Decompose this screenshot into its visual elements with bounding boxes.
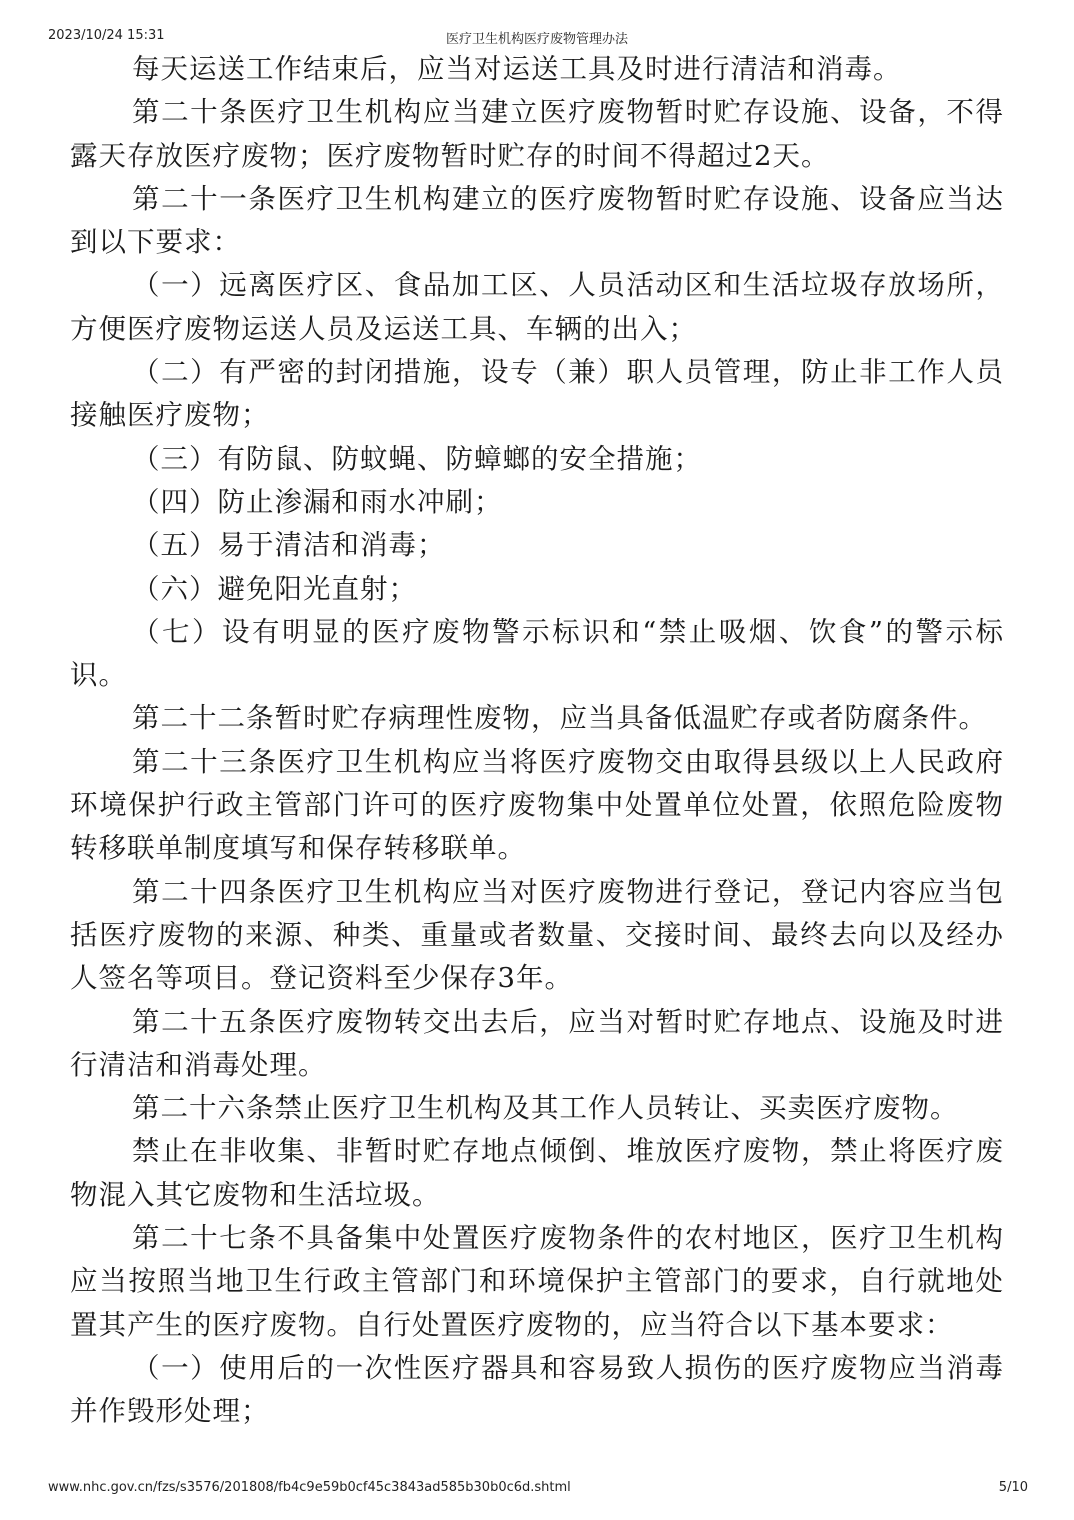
paragraph: （四）防止渗漏和雨水冲刷； (132, 485, 503, 518)
paragraph: （五）易于清洁和消毒； (132, 529, 446, 562)
print-url: www.nhc.gov.cn/fzs/s3576/201808/fb4c9e59b0cf45c3843ad585b30b0c6d.shtml (48, 1480, 571, 1495)
paragraph: 第二十三条医疗卫生机构应当将医疗废物交由取得县级以上人民政府环境保护行政主管部门许可的医疗废物集中处置单位处置，依照危险废物转移联单制度填写和保存转移联单。 (70, 745, 1004, 865)
paragraph: 第二十六条禁止医疗卫生机构及其工作人员转让、买卖医疗废物。 (132, 1092, 959, 1125)
document-body (70, 48, 1004, 1434)
paragraph: （七）设有明显的医疗废物警示标识和“禁止吸烟、饮食”的警示标识。 (70, 615, 1004, 692)
paragraph: 第二十一条医疗卫生机构建立的医疗废物暂时贮存设施、设备应当达到以下要求： (70, 182, 1004, 259)
page-number: 5/10 (998, 1480, 1028, 1495)
paragraph: 第二十条医疗卫生机构应当建立医疗废物暂时贮存设施、设备，不得露天存放医疗废物；医疗废物暂时贮存的时间不得超过2天。 (70, 96, 1004, 172)
paragraph: （一）使用后的一次性医疗器具和容易致人损伤的医疗废物应当消毒并作毁形处理； (70, 1351, 1004, 1428)
paragraph: 禁止在非收集、非暂时贮存地点倾倒、堆放医疗废物，禁止将医疗废物混入其它废物和生活垃圾。 (70, 1135, 1004, 1211)
print-header (0, 28, 1074, 48)
paragraph: 每天运送工作结束后，应当对运送工具及时进行清洁和消毒。 (132, 53, 902, 85)
print-datetime: 2023/10/24 15:31 (48, 28, 165, 43)
paragraph: 第二十五条医疗废物转交出去后，应当对暂时贮存地点、设施及时进行清洁和消毒处理。 (70, 1005, 1004, 1081)
print-footer (0, 1480, 1074, 1500)
paragraph: （一）远离医疗区、食品加工区、人员活动区和生活垃圾存放场所，方便医疗废物运送人员及运送工具、车辆的出入； (70, 269, 1004, 345)
paragraph: （二）有严密的封闭措施，设专（兼）职人员管理，防止非工作人员接触医疗废物； (70, 356, 1004, 432)
paragraph: 第二十七条不具备集中处置医疗废物条件的农村地区，医疗卫生机构应当按照当地卫生行政主管部门和环境保护主管部门的要求，自行就地处置其产生的医疗废物。自行处置医疗废物的，应当符合以下基本要求： (70, 1222, 1004, 1341)
paragraph: 第二十四条医疗卫生机构应当对医疗废物进行登记，登记内容应当包括医疗废物的来源、种类、重量或者数量、交接时间、最终去向以及经办人签名等项目。登记资料至少保存3年。 (70, 875, 1004, 995)
print-page-title: 医疗卫生机构医疗废物管理办法 (445, 32, 628, 47)
paragraph: （六）避免阳光直射； (132, 572, 417, 605)
paragraph: 第二十二条暂时贮存病理性废物，应当具备低温贮存或者防腐条件。 (132, 702, 987, 735)
paragraph: （三）有防鼠、防蚊蝇、防蟑螂的安全措施； (132, 442, 702, 475)
